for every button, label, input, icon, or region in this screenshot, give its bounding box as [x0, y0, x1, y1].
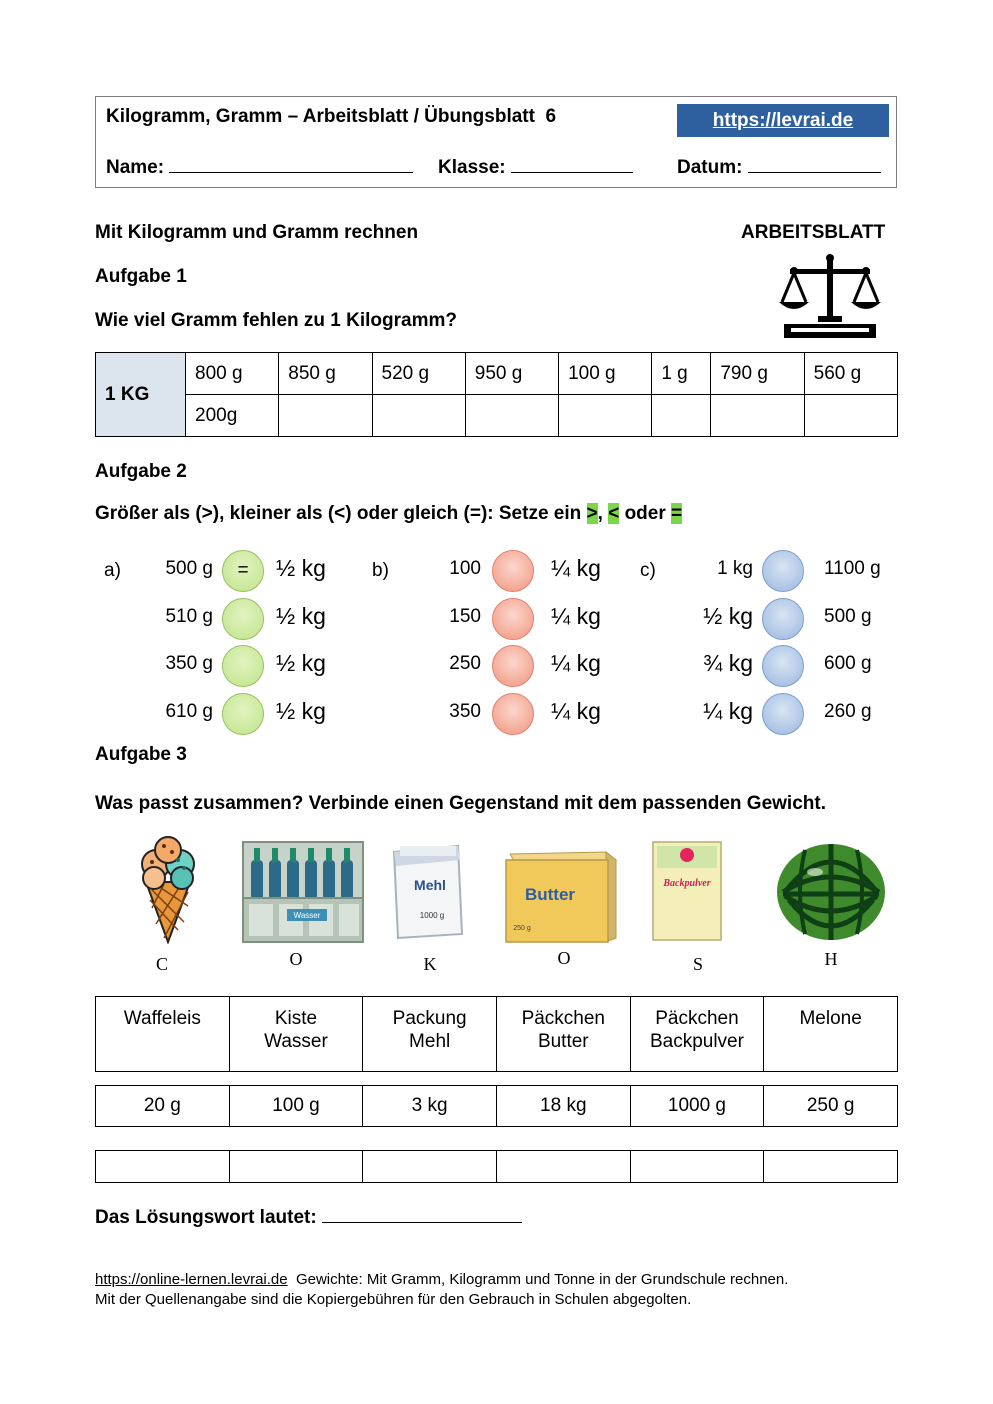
compare-answer-circle[interactable]	[492, 598, 534, 640]
name-cell-kiste-wasser	[229, 997, 363, 1072]
compare-left-value: 500 g	[165, 558, 213, 579]
flour-label: Mehl	[414, 877, 446, 893]
crate-label: Wasser	[293, 911, 321, 920]
task1-table	[95, 352, 898, 437]
compare-right-value: ½ kg	[276, 698, 326, 724]
compare-answer-symbol: =	[237, 560, 249, 581]
solution-field[interactable]	[95, 1207, 522, 1229]
compare-right-value: 1100 g	[824, 558, 881, 579]
butter-weight: 250 g	[513, 925, 531, 932]
compare-left-value: ¾ kg	[703, 650, 753, 676]
solution-letter-cell[interactable]	[630, 1151, 764, 1183]
separator: ,	[597, 503, 603, 524]
answer-cell[interactable]	[372, 395, 465, 437]
compare-right-value: ¼ kg	[551, 698, 601, 724]
compare-right-value: ½ kg	[276, 650, 326, 676]
solution-letter-cell[interactable]	[764, 1151, 898, 1183]
instruction-text: Größer als (>), kleiner als (<) oder gleich (=): Setze ein	[95, 503, 587, 524]
weight-cell: 1000 g	[630, 1086, 764, 1127]
name-line: Waffeleis	[123, 1008, 201, 1029]
solution-line	[322, 1222, 522, 1223]
item-letter: S	[692, 954, 703, 974]
separator: oder	[619, 503, 672, 524]
name-line	[169, 172, 413, 173]
task2-instruction	[95, 503, 682, 525]
less-symbol: <	[608, 503, 620, 524]
compare-right-value: ½ kg	[276, 555, 326, 581]
class-line	[511, 172, 633, 173]
compare-answer-circle[interactable]	[492, 550, 534, 592]
date-line	[748, 172, 881, 173]
compare-right-value: ½ kg	[276, 603, 326, 629]
compare-answer-circle[interactable]	[222, 550, 264, 592]
solution-letter-cell[interactable]	[363, 1151, 497, 1183]
task1-title: Aufgabe 1	[95, 266, 187, 287]
water-crate-icon	[241, 838, 365, 944]
task3-title: Aufgabe 3	[95, 744, 187, 765]
compare-left-value: 250	[449, 653, 481, 674]
compare-right-value: 600 g	[824, 653, 872, 674]
value-cell: 100 g	[559, 353, 652, 395]
task1-answers-row	[96, 395, 898, 437]
item-letter: O	[289, 949, 303, 969]
name-line: Butter	[537, 1031, 589, 1052]
compare-answer-circle[interactable]	[762, 645, 804, 687]
name-line: Mehl	[409, 1031, 451, 1052]
butter-pack-icon	[500, 846, 620, 944]
solution-letters-table	[95, 1150, 898, 1183]
worksheet-type-label: ARBEITSBLATT	[741, 222, 886, 243]
item-letter: O	[557, 948, 571, 968]
value-cell: 800 g	[186, 353, 279, 395]
flour-pack-icon	[388, 838, 468, 942]
group-b-label: b)	[372, 560, 389, 581]
solution-letter-cell[interactable]	[96, 1151, 230, 1183]
levrai-link[interactable]: https://levrai.de	[677, 104, 889, 137]
footer-text: Gewichte: Mit Gramm, Kilogramm und Tonne in der Grundschule rechnen.	[287, 1271, 789, 1288]
task3-question: Was passt zusammen? Verbinde einen Gegenstand mit dem passenden Gewicht.	[95, 793, 826, 814]
compare-left-value: 100	[449, 558, 481, 579]
compare-left-value: 350	[449, 701, 481, 722]
baking-powder-label: Backpulver	[663, 878, 711, 889]
value-cell: 560 g	[804, 353, 897, 395]
compare-right-value: ¼ kg	[551, 555, 601, 581]
answer-cell[interactable]	[711, 395, 804, 437]
compare-answer-circle[interactable]	[492, 693, 534, 735]
weights-table	[95, 1085, 898, 1127]
value-cell: 1 g	[652, 353, 711, 395]
date-label: Datum:	[677, 157, 743, 178]
name-line: Wasser	[264, 1031, 328, 1052]
butter-label: Butter	[524, 885, 576, 904]
ice-cream-icon	[134, 834, 202, 944]
compare-left-value: ¼ kg	[703, 698, 753, 724]
name-cell-packung-mehl	[363, 997, 497, 1072]
name-line: Päckchen	[521, 1008, 606, 1029]
footer-line-1	[95, 1271, 788, 1288]
compare-left-value: 510 g	[165, 606, 213, 627]
greater-symbol: >	[586, 503, 598, 524]
compare-answer-circle[interactable]	[762, 693, 804, 735]
compare-right-value: ¼ kg	[551, 650, 601, 676]
weight-cell: 20 g	[96, 1086, 230, 1127]
compare-right-value: 500 g	[824, 606, 872, 627]
flour-weight: 1000 g	[419, 911, 445, 920]
task2-title: Aufgabe 2	[95, 461, 187, 482]
worksheet-title: Kilogramm, Gramm – Arbeitsblatt / Übungsblatt 6	[106, 106, 557, 127]
weight-cell: 100 g	[229, 1086, 363, 1127]
weight-cell: 18 kg	[496, 1086, 630, 1127]
compare-right-value: 260 g	[824, 701, 872, 722]
section-heading: Mit Kilogramm und Gramm rechnen	[95, 222, 419, 243]
value-cell: 850 g	[279, 353, 372, 395]
compare-answer-circle[interactable]	[222, 645, 264, 687]
item-letter: H	[824, 949, 838, 969]
name-line: Kiste	[274, 1008, 318, 1029]
answer-cell[interactable]	[465, 395, 558, 437]
row-label-1kg: 1 KG	[96, 353, 186, 437]
compare-answer-circle[interactable]	[762, 598, 804, 640]
footer-line-2: Mit der Quellenangabe sind die Kopiergebühren für den Gebrauch in Schulen abgegolten.	[95, 1291, 692, 1308]
name-field[interactable]	[106, 157, 413, 179]
solution-label: Das Lösungswort lautet:	[95, 1207, 317, 1228]
compare-answer-circle[interactable]	[222, 598, 264, 640]
item-letter: C	[155, 954, 168, 974]
compare-right-value: ¼ kg	[551, 603, 601, 629]
compare-answer-circle[interactable]	[222, 693, 264, 735]
answer-cell[interactable]	[804, 395, 897, 437]
answer-cell[interactable]	[559, 395, 652, 437]
solution-letter-cell[interactable]	[496, 1151, 630, 1183]
value-cell: 950 g	[465, 353, 558, 395]
answer-cell[interactable]	[652, 395, 711, 437]
name-line: Backpulver	[649, 1031, 744, 1052]
task1-values-row	[96, 353, 898, 395]
name-line: Päckchen	[655, 1008, 739, 1029]
compare-left-value: 150	[449, 606, 481, 627]
value-cell: 520 g	[372, 353, 465, 395]
weight-cell: 250 g	[764, 1086, 898, 1127]
answer-cell[interactable]: 200g	[186, 395, 279, 437]
date-field[interactable]	[677, 157, 881, 179]
name-label: Name:	[106, 157, 165, 178]
name-cell-paeckchen-butter	[496, 997, 630, 1072]
group-c-label: c)	[640, 560, 656, 581]
value-cell: 790 g	[711, 353, 804, 395]
solution-letter-cell[interactable]	[229, 1151, 363, 1183]
class-field[interactable]	[438, 157, 633, 179]
compare-left-value: 610 g	[165, 701, 213, 722]
item-names-table	[95, 996, 898, 1072]
compare-left-value: 1 kg	[717, 558, 753, 579]
class-label: Klasse:	[438, 157, 506, 178]
watermelon-icon	[775, 842, 887, 942]
task1-question: Wie viel Gramm fehlen zu 1 Kilogramm?	[95, 310, 457, 331]
name-cell-waffeleis	[96, 997, 230, 1072]
compare-answer-circle[interactable]	[762, 550, 804, 592]
compare-answer-circle[interactable]	[492, 645, 534, 687]
item-letter: K	[423, 954, 437, 974]
equal-symbol: =	[671, 503, 683, 524]
name-line: Melone	[799, 1008, 862, 1029]
scale-icon	[778, 252, 883, 340]
answer-cell[interactable]	[279, 395, 372, 437]
name-cell-paeckchen-backpulver	[630, 997, 764, 1072]
group-a-label: a)	[104, 560, 121, 581]
name-line: Packung	[392, 1008, 467, 1029]
baking-powder-icon	[651, 840, 723, 942]
weight-cell: 3 kg	[363, 1086, 497, 1127]
compare-left-value: 350 g	[165, 653, 213, 674]
name-cell-melone	[764, 997, 898, 1072]
compare-left-value: ½ kg	[703, 603, 753, 629]
footer-link[interactable]: https://online-lernen.levrai.de	[95, 1271, 288, 1288]
